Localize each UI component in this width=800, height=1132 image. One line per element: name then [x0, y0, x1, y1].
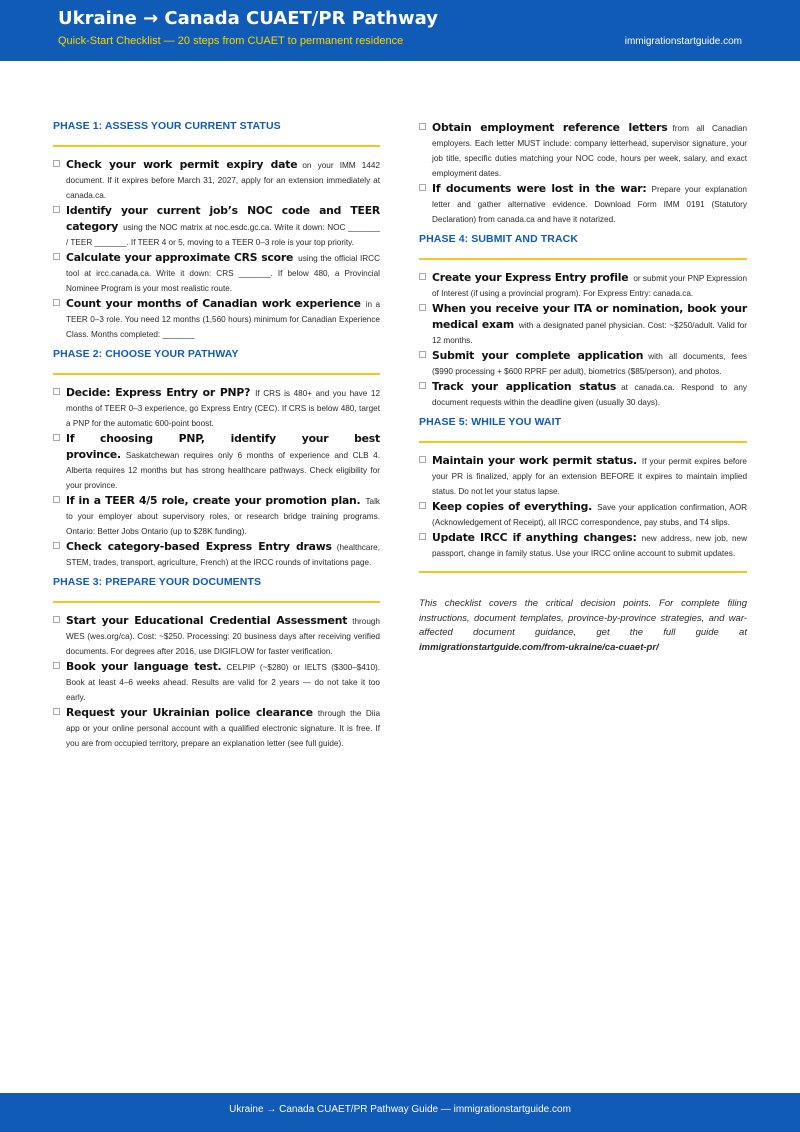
checklist-item	[53, 385, 380, 431]
checklist-item	[53, 493, 380, 539]
phase-5-section	[419, 416, 747, 561]
item-lead: Obtain employment reference letters	[432, 121, 668, 134]
checkbox[interactable]	[53, 434, 60, 441]
item-text: (healthcare, STEM, trades, transport, agriculture, French) at the IRCC rounds of invitations page.	[66, 543, 380, 567]
closing-divider	[419, 571, 747, 573]
item-text: new address, new job, new passport, change in family status. Use your IRCC online account to submit updates.	[432, 534, 747, 558]
item-text: If your permit expires before your PR is finalized, apply for an extension BEFORE it expires to maintain implied status. Do not let your status lapse.	[432, 457, 747, 496]
phase-title: PHASE 3: PREPARE YOUR DOCUMENTS	[53, 576, 262, 588]
checklist-item	[419, 120, 747, 181]
checkbox[interactable]	[53, 299, 60, 306]
footer-text: Ukraine → Canada CUAET/PR Pathway Guide — immigrationstartguide.com	[229, 1104, 571, 1115]
checkbox[interactable]	[419, 304, 426, 311]
phase-divider	[53, 373, 380, 375]
item-lead: Count your months of Canadian work experience	[66, 297, 361, 310]
item-lead: If documents were lost in the war:	[432, 182, 647, 195]
checkbox[interactable]	[53, 662, 60, 669]
item-lead: If in a TEER 4/5 role, create your promotion plan.	[66, 494, 361, 507]
item-lead: Check your work permit expiry date	[66, 158, 298, 171]
checklist-item	[419, 499, 747, 530]
checkbox[interactable]	[419, 533, 426, 540]
phase-divider	[53, 601, 380, 603]
item-lead: Identify your current job’s NOC code and TEER category	[66, 204, 380, 233]
item-text: Saskatchewan requires only 6 months of experience and CLB 4. Alberta requires 12 months but has strong healthcare pathways. Check eligibility for your province.	[66, 451, 380, 490]
checkbox[interactable]	[53, 616, 60, 623]
checkbox[interactable]	[53, 542, 60, 549]
phase-2-section	[53, 348, 380, 570]
checkbox[interactable]	[53, 253, 60, 260]
item-text: on your IMM 1442 document. If it expires before March 31, 2027, apply for an extension immediately at canada.ca.	[66, 161, 380, 200]
item-text: CELPIP (~$280) or IELTS ($300–$410). Book at least 4–6 weeks ahead. Results are valid for 2 years — do not take it too early.	[66, 663, 380, 702]
phase-title: PHASE 2: CHOOSE YOUR PATHWAY	[53, 348, 239, 360]
phase-divider	[419, 441, 747, 443]
phase-3-section	[53, 576, 380, 751]
item-lead: Track your application status	[432, 380, 617, 393]
item-text: If CRS is 480+ and you have 12 months of TEER 0–3 experience, go Express Entry (CEC). If CRS is below 480, target a PNP for the automatic 600-point boost.	[66, 389, 380, 428]
phase-title: PHASE 1: ASSESS YOUR CURRENT STATUS	[53, 120, 281, 132]
closing-note	[419, 597, 747, 655]
checklist-item	[53, 613, 380, 659]
item-text: in a TEER 0–3 role. You need 12 months (1,560 hours) minimum for Canadian Experience Class. Months completed: _______	[66, 300, 381, 339]
left-column	[53, 120, 380, 751]
item-lead: Check category-based Express Entry draws	[66, 540, 332, 553]
phase-title: PHASE 4: SUBMIT AND TRACK	[419, 233, 579, 245]
item-text: Prepare your explanation letter and gather alternative evidence. Download Form IMM 0191 (Statutory Declaration) from canada.ca and have it notarized.	[432, 185, 747, 224]
checklist-item	[53, 203, 380, 250]
item-text: using the NOC matrix at noc.esdc.gc.ca. Write it down: NOC _______ / TEER _______. If TEER 4 or 5, moving to a TEER 0–3 role is your top priority.	[66, 223, 380, 247]
item-lead: Calculate your approximate CRS score	[66, 251, 294, 264]
checklist-item	[53, 659, 380, 705]
checkbox[interactable]	[419, 382, 426, 389]
phase-title: PHASE 5: WHILE YOU WAIT	[419, 416, 562, 428]
checklist-item	[53, 539, 380, 570]
item-text: using the official IRCC tool at ircc.canada.ca. Write it down: CRS _______. If below 480, a Provincial Nominee Program is your most realistic route.	[66, 254, 380, 293]
item-text: with all documents, fees ($990 processing + $600 RPRF per adult), biometrics ($85/person), and photos.	[432, 352, 747, 376]
item-lead: When you receive your ITA or nomination, book your medical exam	[432, 302, 747, 331]
checklist-item	[53, 157, 380, 203]
checklist-item	[419, 301, 747, 348]
item-lead: Maintain your work permit status.	[432, 454, 637, 467]
phase-4-section	[419, 233, 747, 410]
guide-link[interactable]: immigrationstartguide.com/from-ukraine/ca-cuaet-pr/	[419, 641, 659, 653]
checkbox[interactable]	[419, 351, 426, 358]
checkbox[interactable]	[53, 708, 60, 715]
right-column	[419, 120, 747, 561]
header-site-link[interactable]: immigrationstartguide.com	[624, 36, 742, 47]
checkbox[interactable]	[419, 456, 426, 463]
page-subtitle: Quick-Start Checklist — 20 steps from CUAET to permanent residence	[58, 35, 404, 47]
checkbox[interactable]	[419, 502, 426, 509]
checkbox[interactable]	[53, 206, 60, 213]
checklist-item	[419, 181, 747, 227]
checkbox[interactable]	[53, 496, 60, 503]
checklist-item	[419, 270, 747, 301]
item-text: from all Canadian employers. Each letter MUST include: company letterhead, supervisor signature, your job title, specific duties matching your NOC code, hours per week, salary, and exact employment dates.	[432, 124, 747, 178]
item-text: Save your application confirmation, AOR (Acknowledgement of Receipt), all IRCC correspondence, pay stubs, and T4 slips.	[432, 503, 747, 527]
checklist-item	[419, 530, 747, 561]
checkbox[interactable]	[419, 273, 426, 280]
item-lead: Keep copies of everything.	[432, 500, 593, 513]
item-text: Talk to your employer about supervisory roles, or research bridge training programs. Ontario: Better Jobs Ontario (up to $28K funding).	[66, 497, 380, 536]
item-lead: Decide: Express Entry or PNP?	[66, 386, 251, 399]
checkbox[interactable]	[53, 388, 60, 395]
checkbox[interactable]	[419, 123, 426, 130]
item-lead: Start your Educational Credential Assessment	[66, 614, 348, 627]
checkbox[interactable]	[53, 160, 60, 167]
checklist-item	[419, 453, 747, 499]
item-lead: Update IRCC if anything changes:	[432, 531, 637, 544]
phase-divider	[53, 145, 380, 147]
item-lead: Create your Express Entry profile	[432, 271, 629, 284]
checkbox[interactable]	[419, 184, 426, 191]
item-text: or submit your PNP Expression of Interest (if using a provincial program). For Express Entry: canada.ca.	[432, 274, 747, 298]
item-text: at canada.ca. Respond to any document requests within the deadline given (usually 30 days).	[432, 383, 747, 407]
phase-divider	[419, 258, 747, 260]
item-lead: Book your language test.	[66, 660, 222, 673]
page-title: Ukraine → Canada CUAET/PR Pathway	[58, 8, 438, 29]
checklist-item	[53, 431, 380, 493]
item-lead: Request your Ukrainian police clearance	[66, 706, 313, 719]
header-banner	[0, 0, 800, 61]
phase-1-section	[53, 120, 380, 342]
item-text: through WES (wes.org/ca). Cost: ~$250. Processing: 20 business days after receiving verified documents. For degrees after 2016, use DIGIFLOW for faster verification.	[66, 617, 380, 656]
checklist-item	[419, 379, 747, 410]
note-text: This checklist covers the critical decision points. For complete filing instructions, document templates, province-by-province strategies, and war-affected document guidance, get the full guide at	[419, 598, 747, 638]
checklist-item	[53, 250, 380, 296]
checklist-item	[53, 296, 380, 342]
checklist-item	[419, 348, 747, 379]
footer-banner	[0, 1093, 800, 1132]
checklist-item	[53, 705, 380, 751]
item-lead: If choosing PNP, identify your best province.	[66, 432, 380, 461]
item-text: through the Diia app or your online personal account with a qualified electronic signature. It is free. If you are from occupied territory, prepare an explanation letter (see full guide).	[66, 709, 380, 748]
item-text: with a designated panel physician. Cost: ~$250/adult. Valid for 12 months.	[432, 321, 747, 345]
item-lead: Submit your complete application	[432, 349, 644, 362]
